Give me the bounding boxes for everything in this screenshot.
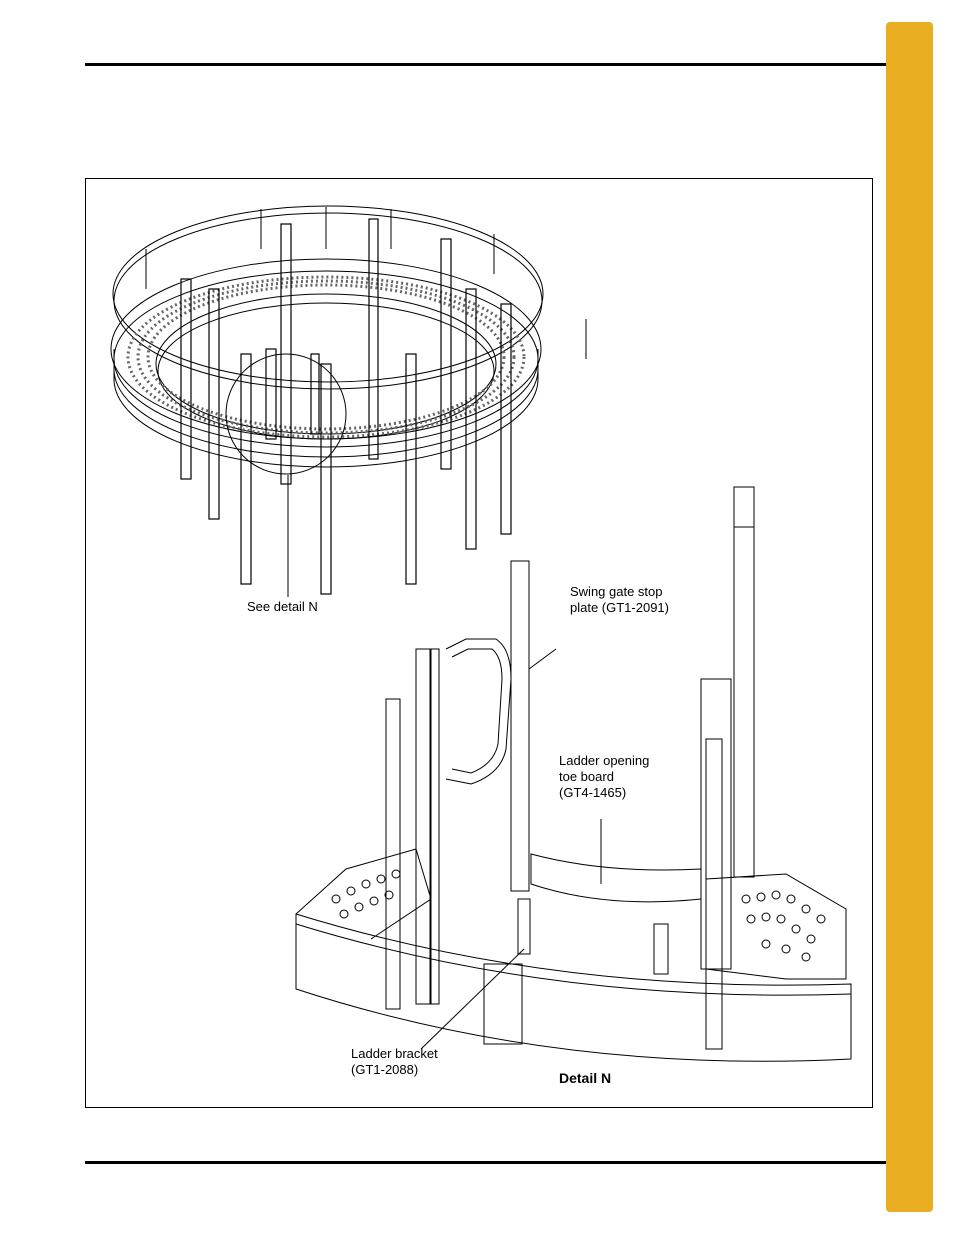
platform-illustration (86, 179, 872, 1107)
section-tab (886, 22, 933, 1212)
toe-board-label-line3: (GT4-1465) (559, 785, 627, 800)
footer-rule (85, 1161, 926, 1164)
swing-gate-label-line1: Swing gate stop (570, 584, 663, 599)
header-rule (85, 63, 926, 66)
swing-gate-label-line2: plate (GT1-2091) (570, 600, 669, 615)
see-detail-label: See detail N (247, 599, 318, 614)
ladder-bracket-label-line1: Ladder bracket (351, 1046, 438, 1061)
toe-board-label-line1: Ladder opening (559, 753, 650, 768)
toe-board-label-line2: toe board (559, 769, 614, 784)
ladder-bracket-label-line2: (GT1-2088) (351, 1062, 419, 1077)
detail-title: Detail N (559, 1070, 612, 1086)
platform-overview (111, 206, 586, 597)
figure-frame (85, 178, 873, 1108)
